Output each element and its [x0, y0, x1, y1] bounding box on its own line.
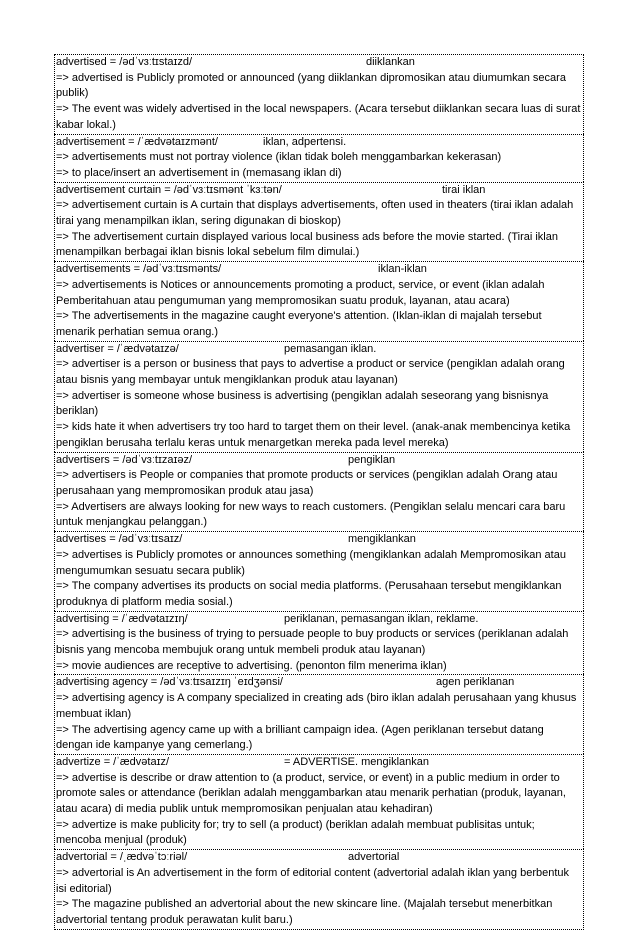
entry-example: => The event was widely advertised in the local newspapers. (Acara tersebut diiklankan secara luas di surat kabar lokal.)	[56, 103, 581, 131]
entry-headword: advertises = /ədˈvɜːtɪsaɪz/	[56, 533, 183, 546]
entry-advertising-agency	[54, 674, 584, 754]
dictionary-page	[54, 54, 584, 930]
entry-gloss: agen periklanan	[436, 676, 515, 689]
entry-headword-line	[56, 755, 582, 771]
entry-definition: => advertisement curtain is A curtain that displays advertisements, often used in theaters (tirai iklan adalah tirai yang menampilkan iklan, sering digunakan di bioskop)	[56, 199, 574, 228]
entry-definition: => advertiser is someone whose business is advertising (pengiklan adalah seseorang yang bisnisnya beriklan)	[56, 389, 549, 418]
entry-headword-line	[56, 262, 582, 278]
entry-advertises	[54, 531, 584, 611]
entry-headword: advertorial = /ˌædvəˈtɔːriəl/	[56, 851, 188, 864]
entry-gloss: mengiklankan	[348, 533, 416, 546]
entry-headword-line	[56, 532, 582, 548]
entry-gloss: pengiklan	[348, 453, 396, 466]
entry-headword: advertiser = /ˈædvətaɪzə/	[56, 342, 179, 355]
entry-advertisements	[54, 261, 584, 341]
entry-headword-line	[56, 850, 582, 866]
entry-example: => The company advertises its products on social media platforms. (Perusahaan tersebut mengiklankan produknya di platform media sosial.)	[56, 580, 562, 608]
entry-example: => The advertisements in the magazine caught everyone's attention. (Iklan-iklan di majalah tersebut menarik perhatian semua orang.)	[56, 310, 542, 338]
entry-definition: => advertisements is Notices or announcements promoting a product, service, or event (iklan adalah Pemberitahuan atau pengumuman yang mempromosikan suatu produk, layanan, atau acara)	[56, 278, 545, 307]
entry-definition: => advertising is the business of trying to persuade people to buy products or services (periklanan adalah bisnis yang mencoba membujuk orang untuk membeli produk atau layanan)	[56, 628, 569, 657]
entry-gloss: periklanan, pemasangan iklan, reklame.	[284, 612, 479, 625]
entry-headword: advertised = /ədˈvɜːtɪstaɪzd/	[56, 56, 193, 68]
entry-gloss: diiklankan	[366, 56, 415, 68]
entry-definition: => advertiser is a person or business that pays to advertise a product or service (pengiklan adalah orang atau bisnis yang membayar untuk mengiklankan produk atau layanan)	[56, 358, 565, 387]
entry-gloss: iklan, adpertensi.	[263, 135, 347, 148]
entry-headword: advertisements = /ədˈvɜːtɪsmənts/	[56, 263, 222, 276]
entry-gloss: pemasangan iklan.	[284, 342, 377, 355]
entry-definition: => advertorial is An advertisement in the form of editorial content (advertorial adalah iklan yang berbentuk isi editorial)	[56, 866, 570, 895]
entry-headword-line	[56, 453, 582, 469]
entry-definition: => advertising agency is A company specialized in creating ads (biro iklan adalah perusahaan yang khusus membuat iklan)	[56, 692, 577, 720]
entry-headword-line	[56, 612, 582, 628]
entry-gloss: iklan-iklan	[378, 263, 427, 276]
entry-advertiser	[54, 341, 584, 452]
entry-headword: advertising = /ˈædvətaɪzɪŋ/	[56, 612, 188, 625]
entry-example: => kids hate it when advertisers try too hard to target them on their level. (anak-anak membencinya ketika pengiklan berusaha terlalu keras untuk menargetkan mereka pada level mereka)	[56, 421, 571, 449]
entry-definition: => advertize is make publicity for; try to sell (a product) (beriklan adalah membuat publisitas untuk; mencoba menjual (produk)	[56, 818, 535, 847]
entry-example: => The advertising agency came up with a brilliant campaign idea. (Agen periklanan tersebut datang dengan ide kampanye yang cemerlang.)	[56, 723, 544, 752]
entry-gloss: tirai iklan	[442, 183, 486, 196]
entry-gloss: = ADVERTISE. mengiklankan	[284, 755, 430, 768]
entry-definition: => advertisements must not portray violence (iklan tidak boleh menggambarkan kekerasan)	[56, 151, 502, 164]
entry-headword-line	[56, 342, 582, 358]
entry-headword: advertisers = /ədˈvɜːtɪzaɪəz/	[56, 453, 193, 466]
entry-definition: => advertised is Publicly promoted or announced (yang diiklankan dipromosikan atau diumumkan secara publik)	[56, 71, 566, 100]
entry-headword-line	[56, 183, 582, 199]
entry-headword: advertisement = /ˈædvətaɪzmənt/	[56, 135, 218, 148]
entry-example: => The advertisement curtain displayed various local business ads before the movie started. (Tirai iklan menampilkan berbagai iklan bisnis lokal sebelum film dimulai.)	[56, 230, 558, 259]
entry-advertised	[54, 54, 584, 134]
entry-headword: advertising agency = /ədˈvɜːtɪsaɪzɪŋ ˈeɪdʒənsi/	[56, 676, 283, 689]
entry-headword-line	[56, 55, 582, 71]
entry-definition: => advertise is describe or draw attention to (a product, service, or event) in a public medium in order to promote sales or attendance (beriklan adalah menggambarkan atau menarik perhatian (produk, layanan, atau acara) di media publik untuk mempromosikan penjualan atau kehadiran)	[56, 771, 566, 816]
entry-advertisement	[54, 134, 584, 182]
entry-headword: advertisement curtain = /ədˈvɜːtɪsmənt ˈkɜːtən/	[56, 183, 282, 196]
entry-advertorial	[54, 849, 584, 930]
entry-headword-line	[56, 675, 582, 691]
entry-example: => movie audiences are receptive to advertising. (penonton film menerima iklan)	[56, 659, 447, 672]
entry-headword: advertize = /ˈædvətaɪz/	[56, 755, 170, 768]
entry-advertising	[54, 611, 584, 675]
entry-headword-line	[56, 135, 582, 151]
entry-definition: => advertisers is People or companies that promote products or services (pengiklan adalah Orang atau perusahaan yang mempromosikan produk atau jasa)	[56, 469, 558, 497]
entry-advertisers	[54, 452, 584, 532]
entry-example: => Advertisers are always looking for new ways to reach customers. (Pengiklan selalu mencari cara baru untuk menjangkau pelanggan.)	[56, 500, 566, 529]
entry-example: => to place/insert an advertisement in (memasang iklan di)	[56, 166, 342, 179]
entry-gloss: advertorial	[348, 851, 400, 864]
entry-example: => The magazine published an advertorial about the new skincare line. (Majalah tersebut menerbitkan advertorial tentang produk perawatan kulit baru.)	[56, 898, 553, 926]
entry-definition: => advertises is Publicly promotes or announces something (mengiklankan adalah Mempromosikan atau mengumumkan sesuatu secara publik)	[56, 548, 566, 577]
entry-advertize	[54, 754, 584, 849]
entry-advertisement-curtain	[54, 182, 584, 262]
